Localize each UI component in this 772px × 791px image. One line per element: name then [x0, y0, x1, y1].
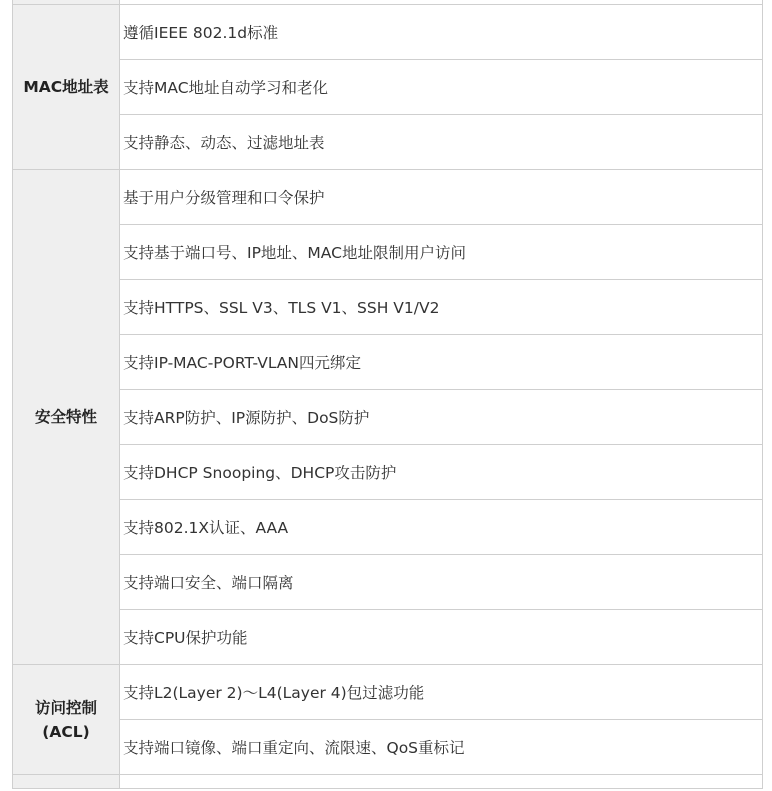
value-cell-edge [120, 775, 763, 789]
table-row-bottom-edge [13, 775, 763, 789]
table-row [13, 720, 763, 775]
feature-cell: 支持CPU保护功能 [120, 610, 763, 665]
category-label: 访问控制 [34, 698, 97, 717]
table-row [13, 5, 763, 60]
spec-table-body [13, 0, 763, 789]
table-row [13, 170, 763, 225]
feature-cell: 支持HTTPS、SSL V3、TLS V1、SSH V1/V2 [120, 280, 763, 335]
category-label: MAC地址表 [23, 78, 109, 96]
category-cell [13, 170, 120, 665]
feature-cell: 遵循IEEE 802.1d标准 [120, 5, 763, 60]
table-row [13, 555, 763, 610]
feature-cell: 基于用户分级管理和口令保护 [120, 170, 763, 225]
feature-cell: 支持端口安全、端口隔离 [120, 555, 763, 610]
feature-cell: 支持静态、动态、过滤地址表 [120, 115, 763, 170]
table-row [13, 610, 763, 665]
feature-cell: 支持ARP防护、IP源防护、DoS防护 [120, 390, 763, 445]
category-cell-edge [13, 775, 120, 789]
category-label: (ACL) [42, 722, 90, 741]
table-row [13, 115, 763, 170]
table-row [13, 280, 763, 335]
spec-table [12, 0, 763, 789]
feature-cell: 支持802.1X认证、AAA [120, 500, 763, 555]
table-row [13, 225, 763, 280]
feature-cell: 支持MAC地址自动学习和老化 [120, 60, 763, 115]
feature-cell: 支持基于端口号、IP地址、MAC地址限制用户访问 [120, 225, 763, 280]
category-cell [13, 665, 120, 775]
table-row [13, 665, 763, 720]
category-cell [13, 5, 120, 170]
table-row [13, 60, 763, 115]
feature-cell: 支持DHCP Snooping、DHCP攻击防护 [120, 445, 763, 500]
feature-cell: 支持端口镜像、端口重定向、流限速、QoS重标记 [120, 720, 763, 775]
table-row [13, 335, 763, 390]
table-row [13, 500, 763, 555]
table-row [13, 390, 763, 445]
feature-cell: 支持L2(Layer 2)～L4(Layer 4)包过滤功能 [120, 665, 763, 720]
category-label: 安全特性 [34, 408, 97, 426]
feature-cell: 支持IP-MAC-PORT-VLAN四元绑定 [120, 335, 763, 390]
table-row [13, 445, 763, 500]
